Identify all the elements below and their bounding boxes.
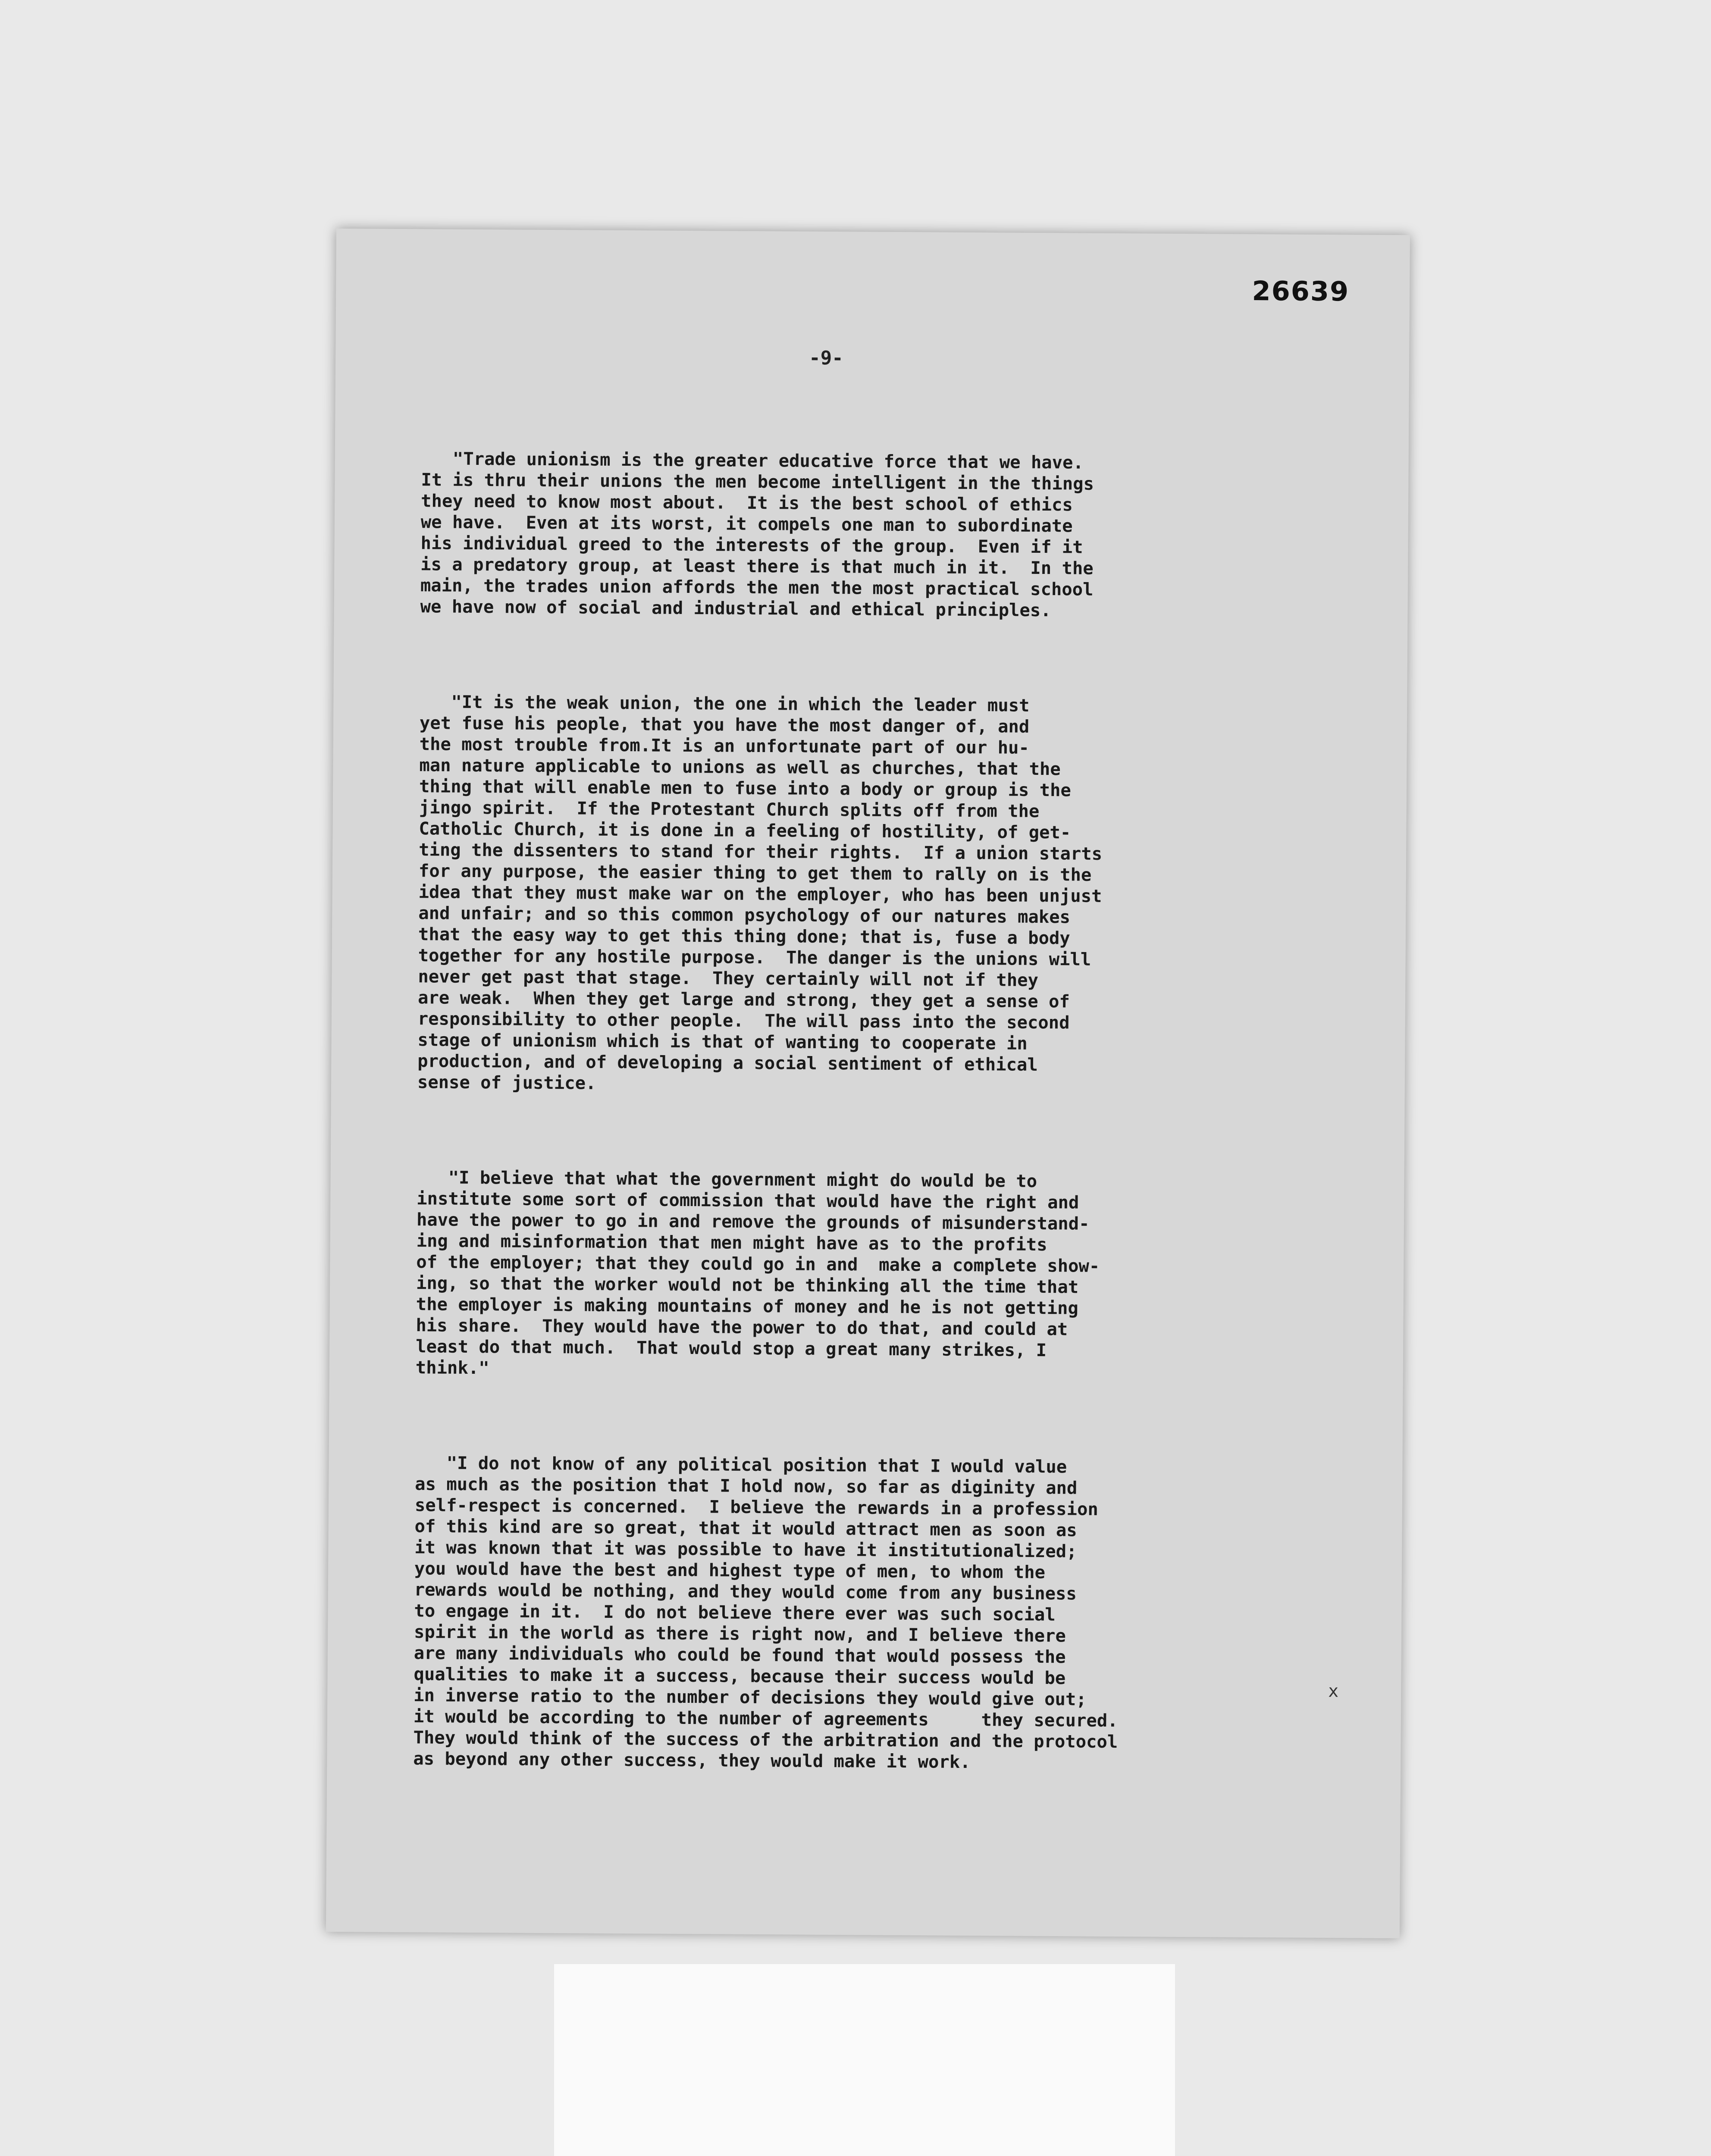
margin-mark: x [1328, 1681, 1339, 1702]
paragraph-government-commission: "I believe that what the government might do would be to institute some sort of commission that would have the right and have the power to go in and remove the grounds of misunderstand- ing and misinformation that men might have as to the profits of the employer; that they could go in and make a complete show- ing, so that the worker would not be thinking all the time that the employer is making mountains of money and he is not getting his share. They would have the power to do that, and could at least do that much. That would stop a great many strikes, I think." [415, 1167, 1100, 1379]
typed-document-sheet [326, 229, 1410, 1938]
document-number: 26639 [1252, 275, 1350, 307]
paragraph-trade-unionism: "Trade unionism is the greater educative force that we have. It is thru their unions the men become intelligent in the things they need to know most about. It is the best school of ethics we have. Even at its worst, it compels one man to subordinate his individual greed to the interests of the group. Even if it is a predatory group, at least there is that much in it. In the main, the trades union affords the men the most practical school we have now of social and industrial and ethical principles. [420, 448, 1094, 621]
page-number: -9- [809, 347, 843, 370]
paragraph-weak-union: "It is the weak union, the one in which the leader must yet fuse his people, that you have the most danger of, and the most trouble from.It is an unfortunate part of our hu- man nature applicable to unions as well as churches, that the thing that will enable men to fuse into a body or group is the jingo spirit. If the Protestant Church splits off from the Catholic Church, it is done in a feeling of hostility, of get- ting the dissenters to stand for their rights. If a union starts for any purpose, the easier thing to get them to rally on is the idea that they must make war on the employer, who has been unjust and unfair; and so this common psychology of our natures makes that the easy way to get this thing done; that is, fuse a body together for any hostile purpose. The danger is the unions will never get past that stage. They certainly will not if they are weak. When they get large and strong, they get a sense of responsibility to other people. The will pass into the second stage of unionism which is that of wanting to cooperate in production, and of developing a social sentiment of ethical sense of justice. [417, 691, 1103, 1094]
paragraph-political-position: "I do not know of any political position that I would value as much as the position that I hold now, so far as diginity and self-respect is concerned. I believe the rewards in a profession of this kind are so great, that it would attract men as soon as it was known that it was possible to have it institutionalized; you would have the best and highest type of men, to whom the rewards would be nothing, and they would come from any business to engage in it. I do not believe there ever was such social spirit in the world as there is right now, and I believe there are many individuals who could be found that would possess the qualities to make it a success, because their success would be in inverse ratio to the number of decisions they would give out; it would be according to the number of agreements they secured. They would think of the success of the arbitration and the protocol as beyond any other success, they would make it work. [413, 1452, 1118, 1773]
archive-label-card [554, 1964, 1175, 2156]
document-body [413, 406, 1327, 1849]
